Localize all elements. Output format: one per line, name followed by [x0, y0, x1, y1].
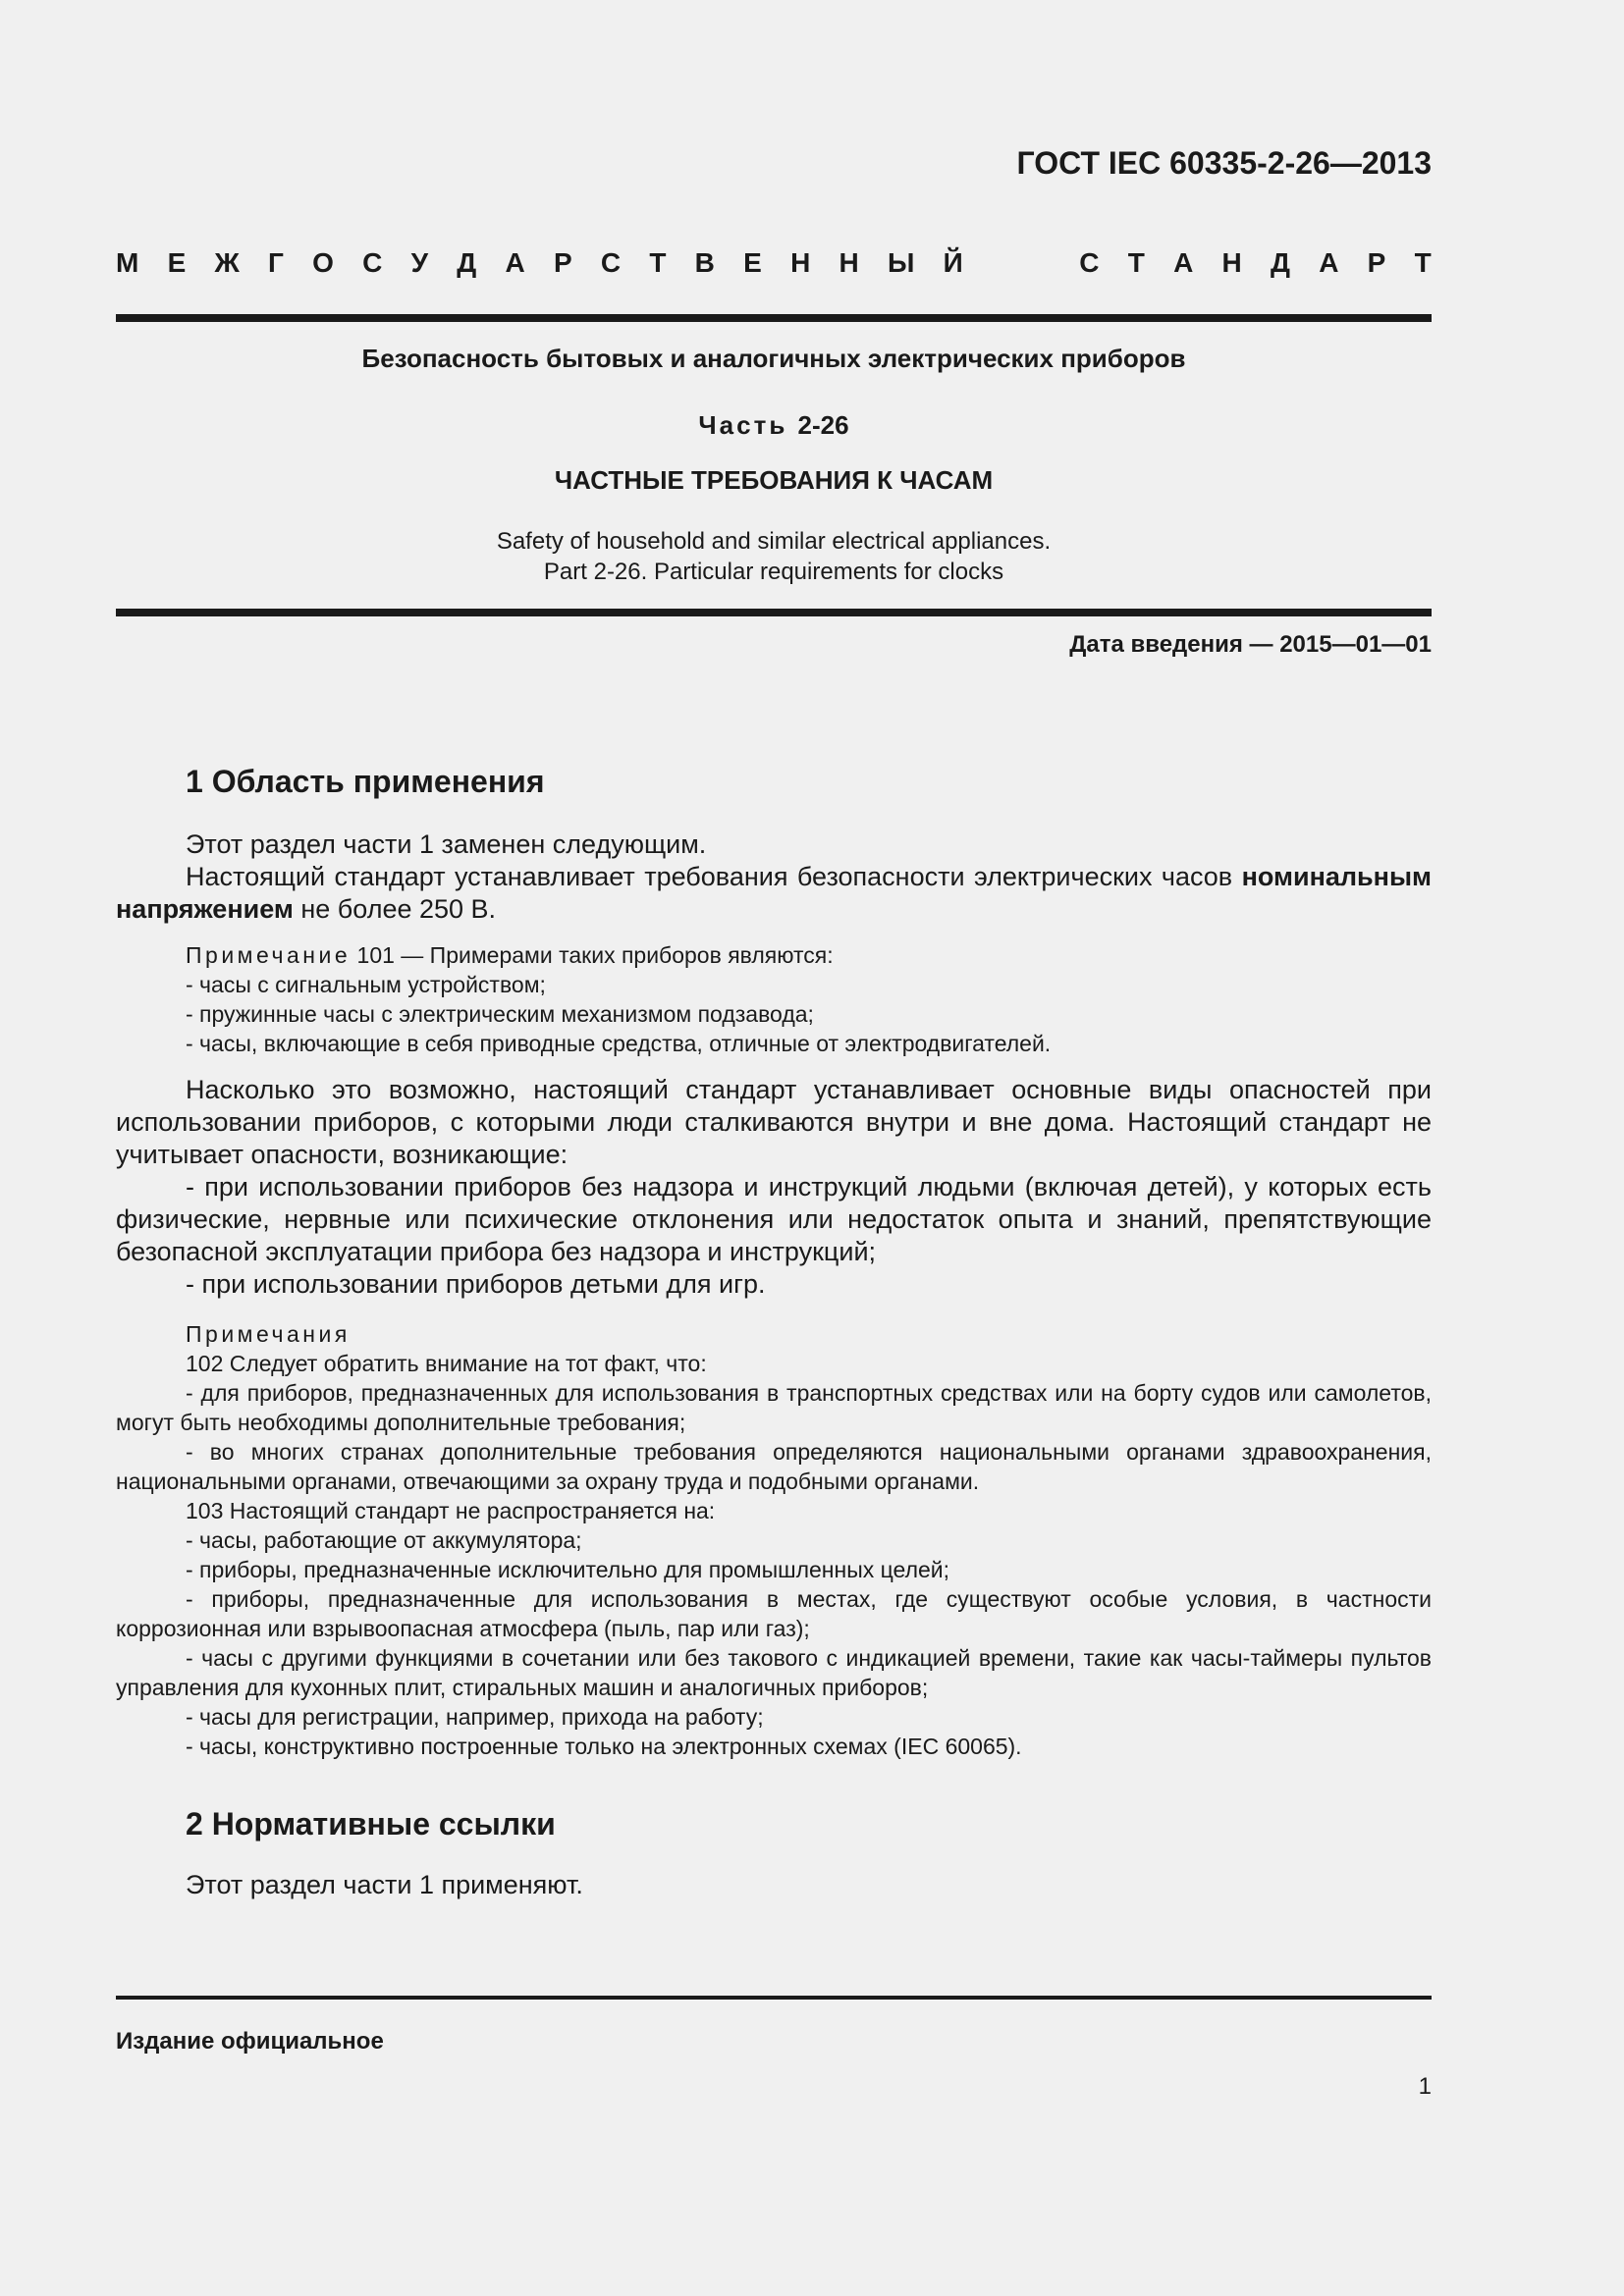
banner-letter: Н [839, 247, 859, 278]
banner-letter: О [312, 247, 334, 278]
section-1-hazards [116, 1074, 1432, 1301]
banner-letter: Ж [214, 247, 240, 278]
note-item: - пружинные часы с электрическим механизмом подзавода; [186, 1001, 814, 1027]
document-title-ru: Безопасность бытовых и аналогичных электрических приборов [361, 344, 1186, 373]
banner-letter: Р [553, 247, 572, 278]
title-en-line: Part 2-26. Particular requirements for clocks [543, 559, 1004, 585]
banner-letter: А [1319, 247, 1339, 278]
banner-letter: С [600, 247, 622, 278]
section-1-heading: 1 Область применения [186, 764, 545, 799]
banner-letter: Д [1271, 247, 1290, 278]
paragraph [116, 861, 1432, 926]
bold-term: номинальным напряжением [116, 862, 1432, 924]
banner-letter: А [505, 247, 525, 278]
text-run: не более 250 В. [293, 894, 497, 924]
banner-letter: Т [1414, 247, 1432, 278]
note-item: - для приборов, предназначенных для использования в транспортных средствах или на борту судов или самолетов, могут быть необходимы дополнительные требования; [116, 1380, 1432, 1435]
paragraph: Насколько это возможно, настоящий стандарт устанавливает основные виды опасностей при использовании приборов, с которыми люди сталкиваются внутри и вне дома. Настоящий стандарт не учитывает опасности, возникающие: [116, 1075, 1432, 1169]
note-item: - часы, включающие в себя приводные средства, отличные от электродвигателей. [186, 1031, 1052, 1056]
banner-letter: Д [457, 247, 477, 278]
banner-letter: Т [649, 247, 667, 278]
section-2-body [116, 1869, 1432, 1901]
banner-letter: Е [167, 247, 187, 278]
part-word: Часть [698, 410, 788, 440]
paragraph: - при использовании приборов без надзора и инструкций людьми (включая детей), у которых есть физические, нервные или психические отклонения или недостаток опыта и знаний, препятствующие безопасной эксплуатации прибора без надзора и инструкций; [116, 1172, 1432, 1266]
document-page [116, 0, 1432, 2296]
note-item: - часы с сигнальным устройством; [186, 972, 546, 997]
interstate-standard-banner [116, 247, 1432, 279]
document-subtitle-ru: ЧАСТНЫЕ ТРЕБОВАНИЯ К ЧАСАМ [554, 465, 994, 495]
banner-letter: В [694, 247, 715, 278]
footer-rule [116, 1996, 1432, 2000]
banner-letter: М [116, 247, 139, 278]
note-heading [116, 940, 1432, 970]
note-item: - приборы, предназначенные для использования в местах, где существуют особые условия, в частности коррозионная или взрывоопасная атмосфера (пыль, пар или газ); [116, 1586, 1432, 1641]
banner-letter: Е [743, 247, 762, 278]
note-item: - во многих странах дополнительные требования определяются национальными органами здравоохранения, национальными органами, отвечающими за охрану труда и подобными органами. [116, 1439, 1432, 1494]
introduction-date: Дата введения — 2015—01—01 [1069, 631, 1432, 658]
official-edition-label: Издание официальное [116, 2028, 384, 2055]
document-code: ГОСТ IEC 60335-2-26—2013 [1016, 145, 1432, 181]
banner-letter: С [1079, 247, 1100, 278]
note-item: - часы с другими функциями в сочетании или без такового с индикацией времени, такие как часы-таймеры пультов управления для кухонных плит, стиральных машин и аналогичных приборов; [116, 1645, 1432, 1700]
banner-letter: С [362, 247, 383, 278]
title-en-line: Safety of household and similar electrical appliances. [496, 528, 1052, 555]
text-run: Настоящий стандарт устанавливает требования безопасности электрических часов [186, 862, 1242, 891]
note-item: - часы, конструктивно построенные только на электронных схемах (IEC 60065). [186, 1734, 1022, 1759]
note-103-intro: 103 Настоящий стандарт не распространяется на: [186, 1498, 716, 1523]
part-number: 2-26 [797, 410, 849, 440]
banner-letter: Н [1221, 247, 1242, 278]
section-1-intro [116, 828, 1432, 926]
paragraph: Этот раздел части 1 применяют. [186, 1870, 583, 1899]
part-label [116, 410, 1432, 441]
note-text: 101 — Примерами таких приборов являются: [351, 942, 834, 968]
section-2-heading: 2 Нормативные ссылки [186, 1806, 556, 1842]
banner-letter: У [410, 247, 429, 278]
title-top-rule [116, 314, 1432, 322]
note-item: - приборы, предназначенные исключительно для промышленных целей; [186, 1557, 950, 1582]
page-number: 1 [1418, 2073, 1432, 2100]
banner-letter: А [1173, 247, 1194, 278]
banner-letter: Т [1127, 247, 1145, 278]
banner-letter: Н [790, 247, 811, 278]
note-label: Примечание [186, 942, 352, 968]
paragraph: - при использовании приборов детьми для игр. [186, 1269, 766, 1299]
banner-letter: Ы [888, 247, 915, 278]
title-bottom-rule [116, 609, 1432, 616]
note-102-intro: 102 Следует обратить внимание на тот факт, что: [186, 1351, 707, 1376]
paragraph: Этот раздел части 1 заменен следующим. [186, 829, 707, 859]
banner-letter: Г [268, 247, 284, 278]
banner-letter: Й [943, 247, 963, 278]
notes-label: Примечания [186, 1321, 351, 1347]
note-101 [116, 940, 1432, 1058]
document-title-en [116, 526, 1432, 587]
notes-102-103 [116, 1319, 1432, 1761]
note-item: - часы для регистрации, например, прихода на работу; [186, 1704, 764, 1730]
banner-word-gap [992, 247, 1051, 279]
banner-letter: Р [1367, 247, 1386, 278]
note-item: - часы, работающие от аккумулятора; [186, 1527, 582, 1553]
